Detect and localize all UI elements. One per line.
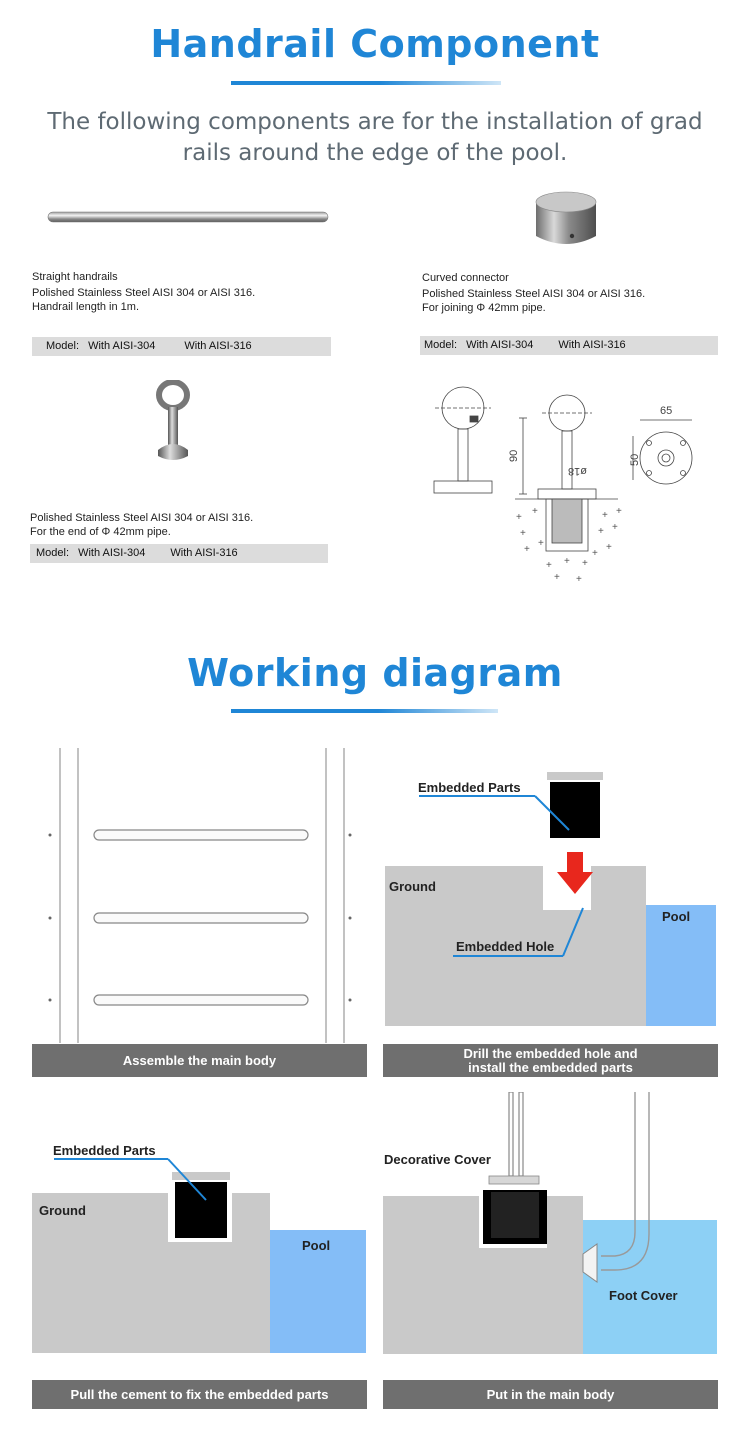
intro-line-1: The following components are for the installation of grad: [47, 109, 703, 135]
item-desc-1: Polished Stainless Steel AISI 304 or AISI 316.: [422, 288, 646, 300]
dim-18-label: ø18: [568, 465, 587, 477]
label-embedded-hole: Embedded Hole: [456, 939, 555, 954]
curved-connector-image: [530, 188, 602, 254]
model-b: With AISI-316: [170, 547, 238, 559]
section-title-component: Handrail Component: [150, 22, 600, 66]
svg-text:+: +: [516, 512, 522, 523]
svg-text:+: +: [520, 528, 526, 539]
model-a: With AISI-304: [88, 340, 156, 352]
intro-line-2: rails around the edge of the pool.: [182, 140, 568, 166]
label-foot-cover: Foot Cover: [609, 1288, 678, 1303]
caption-cement: Pull the cement to fix the embedded parts: [32, 1380, 367, 1409]
model-label: Model:: [46, 340, 80, 352]
model-bar-1: [32, 337, 331, 356]
item-straight-handrails: [32, 270, 255, 314]
model-b: With AISI-316: [184, 340, 252, 352]
straight-handrail-image: [44, 206, 334, 228]
svg-text:+: +: [602, 510, 608, 521]
intro-text: [40, 107, 710, 169]
caption-line-2: install the embedded parts: [468, 1059, 633, 1075]
svg-text:+: +: [616, 506, 622, 517]
item-desc-1: Polished Stainless Steel AISI 304 or AISI 316.: [30, 512, 254, 524]
panel-main-body: [383, 1092, 718, 1409]
svg-text:+: +: [538, 538, 544, 549]
svg-text:+: +: [612, 522, 618, 533]
end-bracket-image: [150, 380, 196, 464]
model-bar-3: [30, 544, 328, 563]
label-decorative-cover: Decorative Cover: [384, 1152, 491, 1167]
svg-text:+: +: [554, 572, 560, 583]
caption-assemble: Assemble the main body: [32, 1044, 367, 1077]
item-name: Straight handrails: [32, 271, 118, 283]
svg-text:+: +: [524, 544, 530, 555]
model-label: Model:: [36, 547, 70, 559]
item-desc-2: For the end of Φ 42mm pipe.: [30, 526, 171, 538]
model-label: Model:: [424, 339, 458, 351]
item-name: Curved connector: [422, 272, 509, 284]
section-title-working: Working diagram: [187, 651, 563, 695]
caption-main-body: Put in the main body: [383, 1380, 718, 1409]
model-bar-2: [420, 336, 718, 355]
title-underline: [231, 709, 498, 713]
svg-text:+: +: [532, 506, 538, 517]
ladder-illustration: [32, 748, 367, 1043]
label-pool: Pool: [302, 1238, 331, 1253]
item-curved-connector: [422, 271, 645, 315]
dim-50-label: 50: [629, 453, 641, 466]
cement-illustration: [32, 1092, 367, 1377]
label-ground: Ground: [389, 879, 436, 894]
item-desc-2: Handrail length in 1m.: [32, 301, 140, 313]
item-end-bracket: [30, 511, 253, 539]
svg-text:+: +: [576, 574, 582, 585]
panel-cement: [32, 1092, 367, 1409]
item-desc-1: Polished Stainless Steel AISI 304 or AISI 316.: [32, 287, 256, 299]
model-a: With AISI-304: [466, 339, 534, 351]
item-desc-2: For joining Φ 42mm pipe.: [422, 302, 546, 314]
svg-text:+: +: [546, 560, 552, 571]
svg-text:+: +: [598, 526, 604, 537]
title-underline: [231, 81, 501, 85]
label-embedded-parts: Embedded Parts: [53, 1143, 156, 1158]
model-a: With AISI-304: [78, 547, 146, 559]
svg-text:+: +: [592, 548, 598, 559]
main-body-illustration: [383, 1092, 718, 1377]
caption-line-1: Drill the embedded hole and: [463, 1045, 638, 1061]
svg-text:+: +: [582, 558, 588, 569]
model-b: With AISI-316: [558, 339, 626, 351]
technical-drawing: [420, 380, 720, 590]
caption-drill: [383, 1044, 718, 1077]
dim-90-label: 90: [508, 449, 520, 462]
svg-text:+: +: [606, 542, 612, 553]
dim-65-label: 65: [660, 405, 673, 417]
panel-drill: [383, 748, 718, 1077]
label-pool: Pool: [662, 909, 691, 924]
svg-text:+: +: [564, 556, 570, 567]
panel-assemble: [32, 748, 367, 1077]
label-embedded-parts: Embedded Parts: [418, 780, 521, 795]
label-ground: Ground: [39, 1203, 86, 1218]
